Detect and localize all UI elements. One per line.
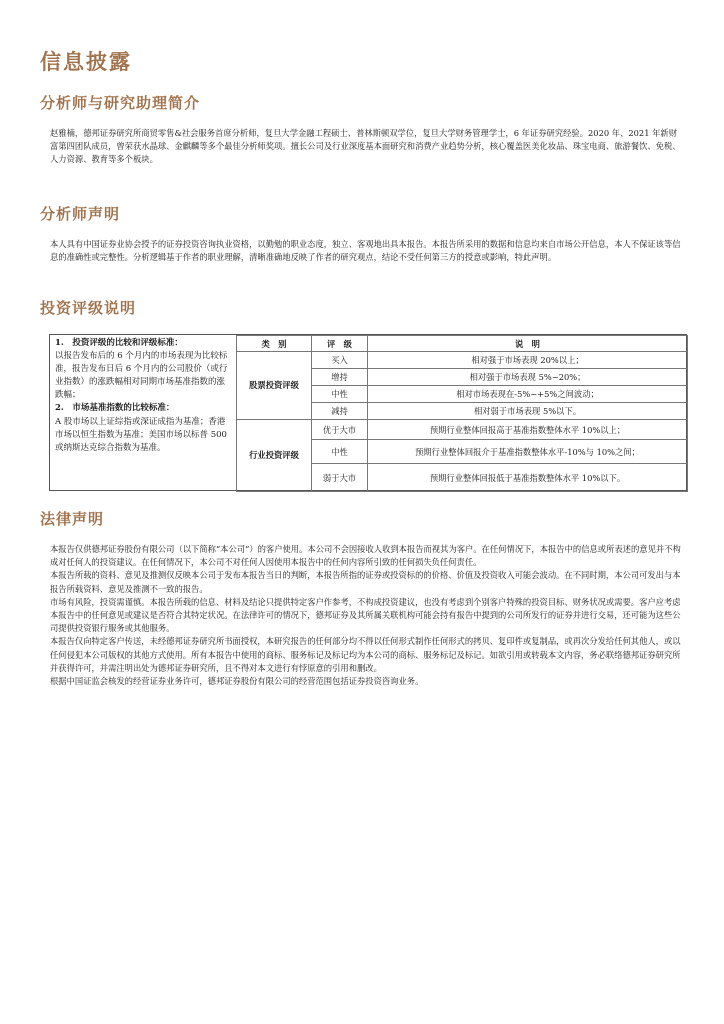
description-cell: 预期行业整体回报高于基准指数整体水平 10%以上；: [368, 420, 688, 440]
stock-rating-category: 股票投资评级: [237, 352, 312, 420]
grade-cell: 买入: [312, 352, 368, 369]
rating-table-header: [237, 336, 688, 352]
description-cell: 预期行业整体回报介于基准指数整体水平-10%与 10%之间；: [368, 440, 688, 464]
legal-text: [50, 543, 684, 688]
description-cell: 相对弱于市场表现 5%以下。: [368, 403, 688, 420]
rating-table: [236, 335, 688, 492]
header-category: 类 别: [237, 336, 312, 352]
legal-paragraph: 市场有风险，投资需谨慎。本报告所载的信息、材料及结论只提供特定客户作参考，不构成投资建议，也没有考虑到个别客户特殊的投资目标、财务状况或需要。客户应考虑本报告中的任何意见或建议是否符合其特定状况。在法律许可的情况下，德邦证券及其所属关联机构可能会持有报告中提到的公司所发行的证券并进行交易，还可能为这些公司提供投资银行服务或其他服务。: [50, 596, 681, 634]
rating-criteria: [50, 335, 234, 490]
grade-cell: 减持: [312, 403, 368, 420]
legal-paragraph: 本报告仅供德邦证券股份有限公司（以下简称“本公司”）的客户使用。本公司不会因接收人收到本报告而视其为客户。在任何情况下，本报告中的信息或所表述的意见并不构成对任何人的投资建议。在任何情况下，本公司不对任何人因使用本报告中的任何内容所引致的任何损失负任何责任。: [50, 544, 681, 568]
criteria-2-text: A 股市场以上证综指或深证成指为基准；香港市场以恒生指数为基准；美国市场以标普 500 或纳斯达克综合指数为基准。: [55, 416, 227, 453]
table-row: [237, 352, 688, 369]
header-grade: 评 级: [312, 336, 368, 352]
description-cell: 预期行业整体回报低于基准指数整体水平 10%以下。: [368, 464, 688, 492]
page-title: 信息披露: [40, 49, 132, 74]
rating-box: [49, 334, 687, 491]
grade-cell: 优于大市: [312, 420, 368, 440]
description-cell: 相对强于市场表现 20%以上；: [368, 352, 688, 369]
grade-cell: 中性: [312, 386, 368, 403]
criteria-1-text: 以报告发布后的 6 个月内的市场表现为比较标准，报告发布日后 6 个月内的公司股价（或行业指数）的涨跌幅相对同期市场基准指数的涨跌幅；: [55, 351, 228, 401]
description-cell: 相对市场表现在-5%~+5%之间波动；: [368, 386, 688, 403]
legal-title: 法律声明: [40, 510, 105, 528]
criteria-1-heading: 1. 投资评级的比较和评级标准：: [55, 338, 183, 348]
criteria-2-heading: 2. 市场基准指数的比较标准：: [55, 403, 175, 414]
analyst-intro-title: 分析师与研究助理简介: [40, 94, 201, 112]
industry-rating-category: 行业投资评级: [237, 420, 312, 492]
table-row: [237, 420, 688, 440]
rating-title: 投资评级说明: [40, 299, 137, 317]
analyst-statement-text: 本人具有中国证券业协会授予的证券投资咨询执业资格，以勤勉的职业态度，独立、客观地出具本报告。本报告所采用的数据和信息均来自市场公开信息，本人不保证该等信息的准确性或完整性。分析逻辑基于作者的职业理解，清晰准确地反映了作者的研究观点，结论不受任何第三方的授意或影响，特此声明。: [50, 239, 681, 263]
analyst-statement-title: 分析师声明: [40, 205, 121, 223]
legal-paragraph: 本报告所载的资料、意见及推测仅反映本公司于发布本报告当日的判断，本报告所指的证券或投资标的的价格、价值及投资收入可能会波动。在不同时期，本公司可发出与本报告所载资料、意见及推测不一致的报告。: [50, 570, 681, 594]
grade-cell: 弱于大市: [312, 464, 368, 492]
analyst-intro-text: 赵雅楠，德邦证券研究所商贸零售&社会服务首席分析师，复旦大学金融工程硕士、普林斯顿双学位，复旦大学财务管理学士，6 年证券研究经验。2020 年、2021 年新财富第四团队成员，曾荣获水晶球、金麒麟等多个最佳分析师奖项。擅长公司及行业深度基本面研究和消费产业趋势分析，核心覆盖医美化妆品、珠宝电商、旅游餐饮、免税、人力资源、教育等多个板块。: [50, 128, 681, 165]
description-cell: 相对强于市场表现 5%~20%；: [368, 369, 688, 386]
grade-cell: 中性: [312, 440, 368, 464]
legal-paragraph: 根据中国证监会核发的经营证券业务许可，德邦证券股份有限公司的经营范围包括证券投资咨询业务。: [50, 676, 424, 687]
header-description: 说 明: [368, 336, 688, 352]
grade-cell: 增持: [312, 369, 368, 386]
legal-paragraph: 本报告仅向特定客户传送，未经德邦证券研究所书面授权，本研究报告的任何部分均不得以任何形式制作任何形式的拷贝、复印件或复制品，或再次分发给任何其他人，或以任何侵犯本公司版权的其他方式使用。所有本报告中使用的商标、服务标记及标记均为本公司的商标、服务标记及标记。如欲引用或转载本文内容，务必联络德邦证券研究所并获得许可，并需注明出处为德邦证券研究所，且不得对本文进行有悖原意的引用和删改。: [50, 636, 681, 673]
